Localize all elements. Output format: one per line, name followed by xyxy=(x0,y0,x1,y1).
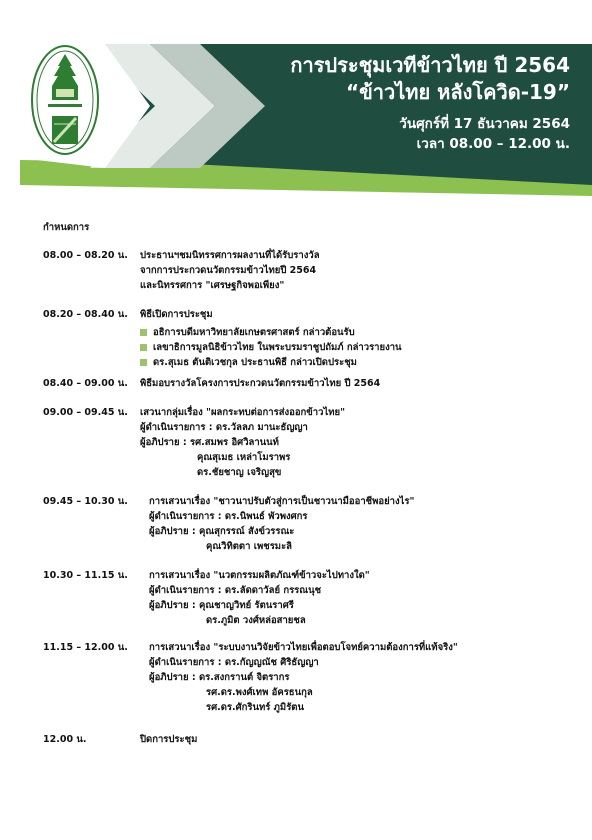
agenda-time: 08.40 – 09.00 น. xyxy=(43,378,128,389)
bullet-item xyxy=(140,325,402,340)
agenda-details xyxy=(149,568,370,628)
agenda-line: ผู้อภิปราย : รศ.สมพร อิศวิลานนท์ xyxy=(140,437,279,448)
agenda-line: เสวนากลุ่มเรื่อง "ผลกระทบต่อการส่งออกข้าวไทย" xyxy=(140,407,346,418)
header-banner xyxy=(0,0,592,215)
event-subtitle: “ข้าวไทย หลังโควิด-19” xyxy=(345,80,570,104)
logo xyxy=(30,44,100,156)
agenda-line: พิธีมอบรางวัลโครงการประกวดนวัตกรรมข้าวไทย ปี 2564 xyxy=(140,378,381,389)
agenda-line: ผู้ดำเนินรายการ : ดร.กัญญณัช ศิริธัญญา xyxy=(149,657,319,668)
agenda-time: 08.00 – 08.20 น. xyxy=(43,250,128,261)
agenda-time: 12.00 น. xyxy=(43,734,87,745)
agenda-time: 10.30 – 11.15 น. xyxy=(43,570,128,581)
panelist-line: คุณสุเมธ เหล่าโมราพร xyxy=(197,452,291,463)
agenda-line: ผู้ดำเนินรายการ : ดร.นิพนธ์ พัวพงศกร xyxy=(149,511,308,522)
panelist-line: รศ.ดร.พงศ์เทพ อัครธนกุล xyxy=(206,687,313,698)
agenda-time: 09.00 – 09.45 น. xyxy=(43,407,128,418)
agenda-line: การเสวนาเรื่อง "ชาวนาปรับตัวสู่การเป็นชาวนามืออาชีพอย่างไร" xyxy=(149,496,415,507)
bullet-item xyxy=(140,355,402,370)
agenda-line: การเสวนาเรื่อง "นวตกรรมผลิตภัณฑ์ข้าวจะไปทางใด" xyxy=(149,570,370,581)
bullet-square-icon xyxy=(140,359,147,366)
agenda-line: ผู้ดำเนินรายการ : ดร.ลัดดาวัลย์ กรรณนุช xyxy=(149,585,322,596)
agenda-details xyxy=(140,405,345,480)
agenda-line: และนิทรรศการ "เศรษฐกิจพอเพียง" xyxy=(140,280,285,291)
panelist-line: คุณวิทิตตา เพชรมะลิ xyxy=(206,541,292,552)
agenda-time: 09.45 – 10.30 น. xyxy=(43,496,128,507)
agenda-line: การเสวนาเรื่อง "ระบบงานวิจัยข้าวไทยเพื่อตอบโจทย์ความต้องการที่แท้จริง" xyxy=(149,642,458,653)
agenda-details xyxy=(140,376,380,391)
agenda-time: 11.15 – 12.00 น. xyxy=(43,642,128,653)
event-time: เวลา 08.00 – 12.00 น. xyxy=(416,136,570,152)
panelist-line: ดร.ชัยชาญ เจริญสุข xyxy=(197,467,282,478)
event-date: วันศุกร์ที่ 17 ธันวาคม 2564 xyxy=(399,116,570,132)
agenda-line: ประธานฯชมนิทรรศการผลงานที่ได้รับรางวัล xyxy=(140,250,320,261)
event-title: การประชุมเวทีข้าวไทย ปี 2564 xyxy=(290,53,570,77)
bullet-item xyxy=(140,340,402,355)
agenda-line: ผู้อภิปราย : ดร.สงกรานต์ จิตรากร xyxy=(149,672,290,683)
agenda-details xyxy=(149,640,458,715)
agenda-details xyxy=(140,732,197,747)
bullet-text: ดร.สุเมธ ตันติเวชกุล ประธานพิธี กล่าวเปิดประชุม xyxy=(153,357,357,368)
bullet-square-icon xyxy=(140,329,147,336)
agenda-details xyxy=(140,248,320,293)
panelist-line: รศ.ดร.ศักรินทร์ ภูมิรัตน xyxy=(206,702,304,713)
bullet-square-icon xyxy=(140,344,147,351)
agenda-heading: กำหนดการ xyxy=(43,222,90,233)
agenda-line: ผู้อภิปราย : คุณชาญวิทย์ รัตนราศรี xyxy=(149,600,294,611)
rice-foundation-logo-icon xyxy=(30,44,100,156)
agenda-line: จากการประกวดนวัตกรรมข้าวไทยปี 2564 xyxy=(140,265,317,276)
bullet-text: เลขาธิการมูลนิธิข้าวไทย ในพระบรมราชูปถัมภ์ กล่าวรายงาน xyxy=(153,342,402,353)
agenda-details xyxy=(140,307,402,370)
agenda-line: ผู้ดำเนินรายการ : ดร.วัลลภ มานะธัญญา xyxy=(140,422,308,433)
agenda-details xyxy=(149,494,414,554)
header-text xyxy=(210,52,570,154)
agenda-time: 08.20 – 08.40 น. xyxy=(43,309,128,320)
bullet-text: อธิการบดีมหาวิทยาลัยเกษตรศาสตร์ กล่าวต้อนรับ xyxy=(153,327,355,338)
agenda-line: ปิดการประชุม xyxy=(140,734,198,745)
panelist-line: ดร.ภูมิต วงศ์หล่อสายชล xyxy=(206,615,306,626)
agenda-line: พิธีเปิดการประชุม xyxy=(140,309,213,320)
agenda-line: ผู้อภิปราย : คุณสุกรรณ์ สังข์วรรณะ xyxy=(149,526,295,537)
